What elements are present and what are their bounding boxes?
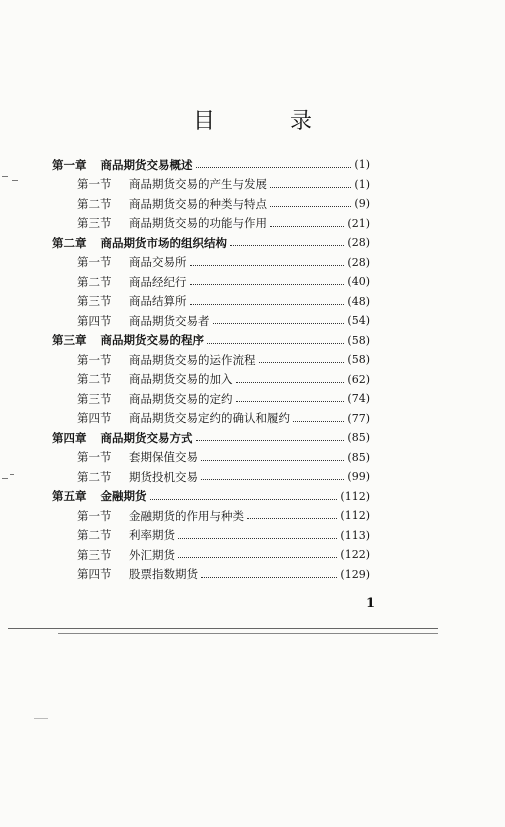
toc-section-row [52,370,370,390]
chapter-title: 商品期货交易概述 [100,157,193,172]
scan-mark [10,474,14,475]
section-number: 第三节 [77,547,112,562]
page-ref: (85) [347,450,370,464]
page-ref: (58) [347,333,370,347]
page-ref: (129) [340,567,370,581]
dot-leader [201,460,344,461]
page-ref: (122) [340,548,370,562]
toc-section-row [52,311,370,331]
page-ref: (77) [347,411,370,425]
section-number: 第三节 [77,391,112,406]
section-number: 第三节 [77,216,112,231]
page-title: 目 录 [193,109,346,134]
page-ref: (21) [347,216,370,230]
dot-leader [190,304,345,305]
dot-leader [230,245,344,246]
section-title: 商品期货交易者 [129,313,210,328]
scan-mark [34,718,48,719]
section-title: 商品结算所 [129,294,187,309]
toc-section-row [52,448,370,468]
section-title: 期货投机交易 [129,469,198,484]
section-number: 第二节 [77,528,112,543]
toc-section-row [52,526,370,546]
section-number: 第四节 [77,411,112,426]
section-number: 第一节 [77,255,112,270]
page-number: 1 [366,596,376,611]
section-number: 第一节 [77,177,112,192]
section-number: 第一节 [77,508,112,523]
page-ref: (113) [340,528,370,542]
toc-chapter-row [52,487,370,507]
page-ref: (28) [347,236,370,250]
toc-section-row [52,214,370,234]
dot-leader [196,167,352,168]
section-title: 商品期货交易的运作流程 [129,352,256,367]
toc-section-row [52,565,370,585]
page-ref: (1) [354,177,370,191]
page-ref: (58) [347,353,370,367]
section-number: 第二节 [77,274,112,289]
section-number: 第一节 [77,352,112,367]
dot-leader [247,518,337,519]
dot-leader [270,226,344,227]
page-ref: (74) [347,392,370,406]
section-title: 股票指数期货 [129,567,198,582]
bottom-rule-secondary [58,633,438,634]
toc-chapter-row [52,428,370,448]
chapter-number: 第三章 [52,333,87,348]
toc-section-row [52,545,370,565]
chapter-number: 第二章 [52,235,87,250]
dot-leader [207,343,344,344]
section-title: 商品期货交易定约的确认和履约 [129,411,290,426]
section-title: 商品期货交易的加入 [129,372,233,387]
toc-section-row [52,467,370,487]
section-title: 利率期货 [129,528,175,543]
toc-section-row [52,253,370,273]
chapter-number: 第四章 [52,430,87,445]
dot-leader [201,479,344,480]
page-ref: (48) [347,294,370,308]
scan-mark [2,176,8,177]
page-ref: (40) [347,275,370,289]
toc-section-row [52,194,370,214]
chapter-number: 第一章 [52,157,87,172]
section-title: 外汇期货 [129,547,175,562]
page-ref: (99) [347,470,370,484]
section-title: 商品期货交易的定约 [129,391,233,406]
scan-mark [2,478,8,479]
chapter-title: 商品期货交易的程序 [100,333,204,348]
page-ref: (85) [347,431,370,445]
toc-chapter-row [52,233,370,253]
toc-section-row [52,389,370,409]
dot-leader [213,323,345,324]
page-ref: (112) [340,489,370,503]
page-ref: (62) [347,372,370,386]
chapter-title: 商品期货市场的组织结构 [100,235,227,250]
dot-leader [236,401,345,402]
section-title: 金融期货的作用与种类 [129,508,244,523]
section-title: 商品期货交易的产生与发展 [129,177,267,192]
page-ref: (9) [354,197,370,211]
chapter-title: 金融期货 [100,489,147,504]
dot-leader [270,187,351,188]
section-number: 第二节 [77,372,112,387]
toc-section-row [52,292,370,312]
toc-section-row [52,506,370,526]
table-of-contents [52,155,370,584]
toc-section-row [52,175,370,195]
section-title: 商品期货交易的种类与特点 [129,196,267,211]
toc-section-row [52,272,370,292]
dot-leader [178,557,337,558]
dot-leader [150,499,338,500]
section-number: 第四节 [77,567,112,582]
section-number: 第一节 [77,450,112,465]
dot-leader [259,362,345,363]
bottom-rule [8,628,438,629]
dot-leader [201,577,337,578]
section-number: 第四节 [77,313,112,328]
page-ref: (1) [354,158,370,172]
chapter-title: 商品期货交易方式 [100,430,193,445]
section-number: 第二节 [77,196,112,211]
dot-leader [196,440,345,441]
page-ref: (112) [340,509,370,523]
section-title: 套期保值交易 [129,450,198,465]
dot-leader [190,284,345,285]
toc-section-row [52,350,370,370]
dot-leader [270,206,351,207]
chapter-number: 第五章 [52,489,87,504]
dot-leader [178,538,337,539]
dot-leader [293,421,344,422]
dot-leader [236,382,345,383]
toc-section-row [52,409,370,429]
section-number: 第二节 [77,469,112,484]
section-title: 商品经纪行 [129,274,187,289]
dot-leader [190,265,345,266]
scan-mark [12,180,18,181]
page-ref: (28) [347,255,370,269]
section-title: 商品交易所 [129,255,187,270]
toc-chapter-row [52,331,370,351]
section-number: 第三节 [77,294,112,309]
page-ref: (54) [347,314,370,328]
section-title: 商品期货交易的功能与作用 [129,216,267,231]
toc-chapter-row [52,155,370,175]
